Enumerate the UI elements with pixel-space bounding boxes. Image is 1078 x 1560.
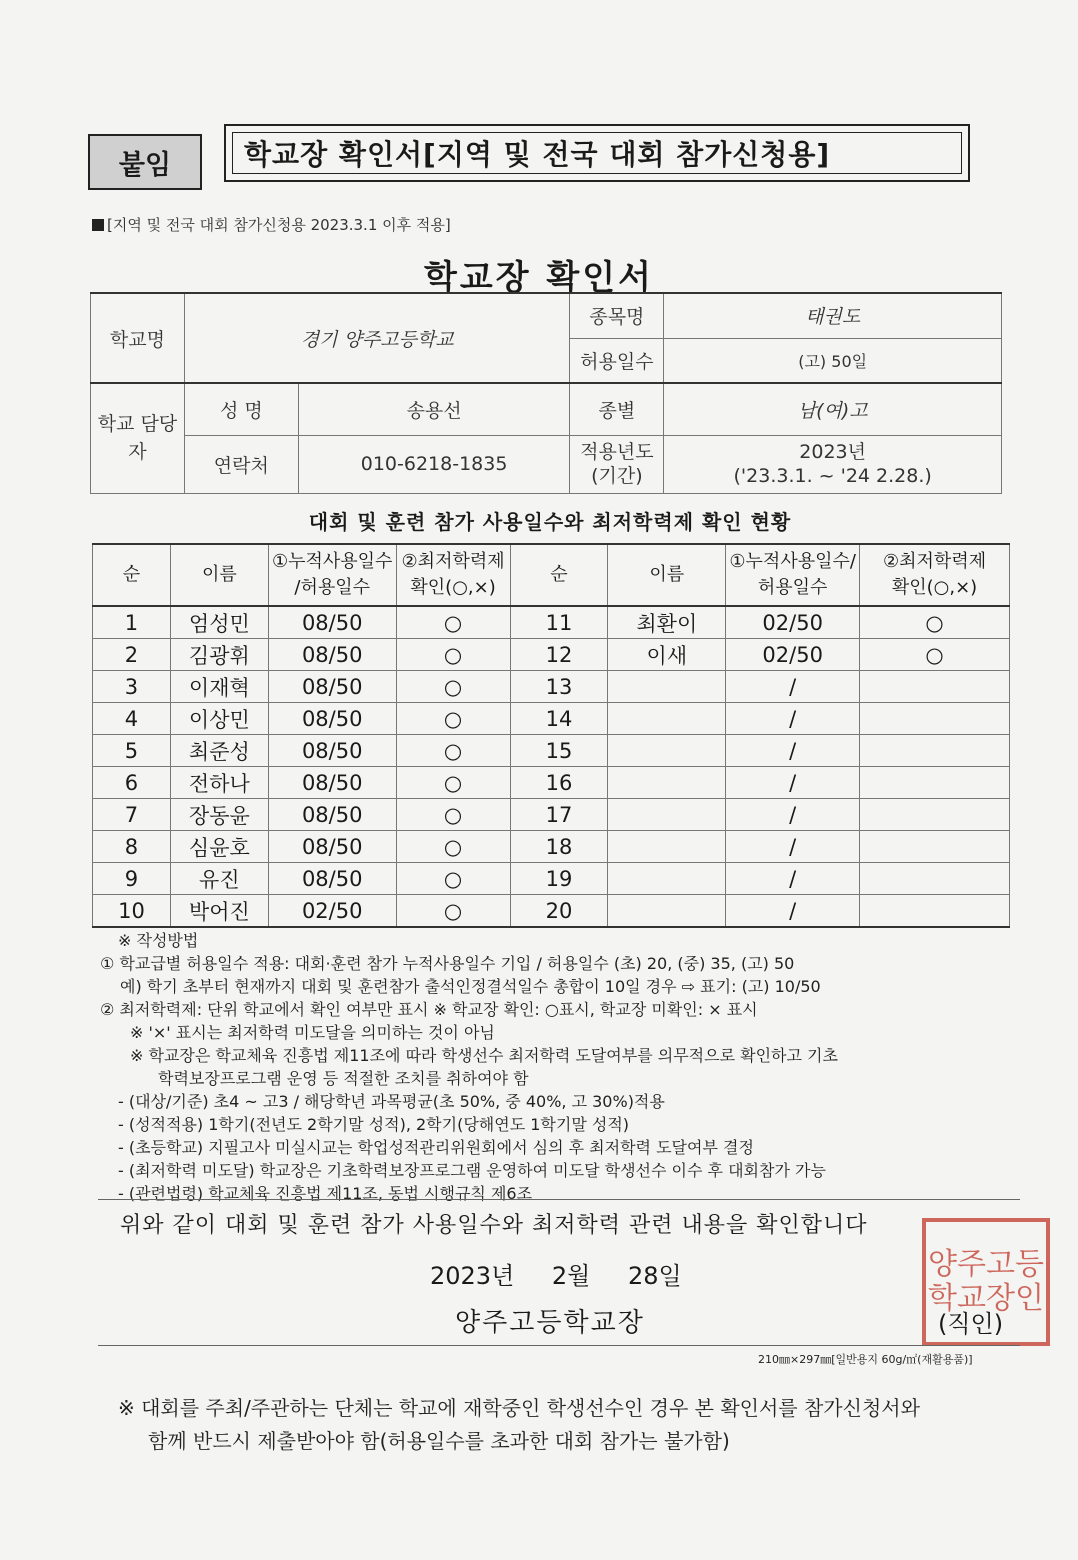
- header-days-right: [726, 544, 860, 606]
- row-name: 전하나: [170, 767, 268, 799]
- row-days: 08/50: [268, 639, 396, 671]
- row-days: /: [726, 671, 860, 703]
- row-check: ○: [396, 799, 510, 831]
- table-row: [93, 639, 1010, 671]
- note-line: ※ '×' 표시는 최저학력 미도달을 의미하는 것이 아님: [130, 1023, 495, 1042]
- row-days: 02/50: [726, 639, 860, 671]
- row-check: ○: [396, 863, 510, 895]
- note-line: - (초등학교) 지필고사 미실시교는 학업성적관리위원회에서 심의 후 최저학력 도달여부 결정: [118, 1138, 754, 1157]
- row-name: [608, 735, 726, 767]
- table-row: [93, 895, 1010, 928]
- header-check-left-line1: ②최저학력제: [401, 551, 505, 572]
- row-name: 이재혁: [170, 671, 268, 703]
- header-no-right: 순: [510, 544, 608, 606]
- row-name: 엄성민: [170, 606, 268, 639]
- row-name: 김광휘: [170, 639, 268, 671]
- period-range-value: ('23.3.1. ~ '24 2.28.): [733, 465, 932, 487]
- row-no: 18: [510, 831, 608, 863]
- document-title: 학교장 확인서: [424, 258, 654, 298]
- period-label: [570, 435, 664, 493]
- table-row: [93, 831, 1010, 863]
- school-name-label: 학교명: [91, 293, 185, 383]
- official-seal-stamp: 양주고등학교장인: [922, 1218, 1050, 1346]
- square-bullet-icon: [92, 219, 104, 231]
- sport-label: 종목명: [570, 293, 664, 338]
- header-days-left: [268, 544, 396, 606]
- row-name: [608, 703, 726, 735]
- header-check-left: [396, 544, 510, 606]
- form-header-title: 학교장 확인서[지역 및 전국 대회 참가신청용]: [224, 124, 970, 182]
- header-days-right-line1: ①누적사용일수/: [729, 551, 856, 572]
- table-row: [93, 735, 1010, 767]
- contact-label: 연락처: [184, 435, 298, 493]
- divider: [98, 1199, 1020, 1200]
- row-no: 6: [93, 767, 171, 799]
- row-days: /: [726, 703, 860, 735]
- note-line: ① 학교급별 허용일수 적용: 대회·훈련 참가 누적사용일수 기입 / 허용일수 (초) 20, (중) 35, (고) 50: [100, 954, 795, 973]
- row-no: 7: [93, 799, 171, 831]
- header-check-left-line2: 확인(○,×): [410, 577, 496, 598]
- row-days: /: [726, 767, 860, 799]
- row-no: 14: [510, 703, 608, 735]
- header-check-right-line2: 확인(○,×): [891, 577, 978, 598]
- row-check: ○: [396, 606, 510, 639]
- confirmation-statement: 위와 같이 대회 및 훈련 참가 사용일수와 최저학력 관련 내용을 확인합니다: [120, 1213, 868, 1238]
- row-check: ○: [396, 895, 510, 928]
- contact-value: 010-6218-1835: [298, 435, 570, 493]
- gender-label: 종별: [570, 383, 664, 435]
- school-name-value: 경기 양주고등학교: [184, 293, 570, 383]
- note-line: ② 최저학력제: 단위 학교에서 확인 여부만 표시 ※ 학교장 확인: ○표시, 학교장 미확인: × 표시: [100, 1000, 758, 1019]
- row-no: 9: [93, 863, 171, 895]
- header-days-left-line2: /허용일수: [294, 577, 371, 598]
- row-no: 17: [510, 799, 608, 831]
- note-line: - (성적적용) 1학기(전년도 2학기말 성적), 2학기(당해연도 1학기말 성적): [118, 1115, 630, 1134]
- row-no: 16: [510, 767, 608, 799]
- row-name: [608, 767, 726, 799]
- note-line: - (최저학력 미도달) 학교장은 기초학력보장프로그램 운영하여 미도달 학생선수 이수 후 대회참가 가능: [118, 1161, 826, 1180]
- row-name: [608, 895, 726, 928]
- principal-title: 양주고등학교장: [455, 1308, 645, 1338]
- note-line: - (관련법령) 학교체육 진흥법 제11조, 동법 시행규칙 제6조: [118, 1184, 533, 1203]
- note-line: 학력보장프로그램 운영 등 적절한 조치를 취하여야 함: [158, 1069, 529, 1088]
- footer-note: [118, 1392, 920, 1458]
- row-check: ○: [396, 671, 510, 703]
- row-days: /: [726, 735, 860, 767]
- name-label: 성 명: [184, 383, 298, 435]
- attachment-label: 붙임: [88, 134, 202, 190]
- row-name: 장동윤: [170, 799, 268, 831]
- header-days-left-line1: ①누적사용일수: [271, 551, 393, 572]
- row-days: 08/50: [268, 703, 396, 735]
- row-no: 19: [510, 863, 608, 895]
- note-line: ※ 작성방법: [118, 931, 199, 950]
- note-line: - (대상/기준) 초4 ~ 고3 / 해당학년 과목평균(초 50%, 중 40%, 고 30%)적용: [118, 1092, 665, 1111]
- row-no: 15: [510, 735, 608, 767]
- row-no: 4: [93, 703, 171, 735]
- row-days: 08/50: [268, 863, 396, 895]
- row-no: 3: [93, 671, 171, 703]
- header-days-right-line2: 허용일수: [757, 577, 828, 598]
- row-name: [608, 671, 726, 703]
- header-check-right-line1: ②최저학력제: [883, 551, 987, 572]
- row-no: 13: [510, 671, 608, 703]
- row-days: 08/50: [268, 831, 396, 863]
- table-row: [93, 671, 1010, 703]
- table-row: [93, 606, 1010, 639]
- row-check: ○: [860, 606, 1010, 639]
- period-value: [664, 435, 1002, 493]
- row-no: 5: [93, 735, 171, 767]
- allowed-days-value: (고) 50일: [664, 338, 1002, 383]
- row-check: [860, 703, 1010, 735]
- row-days: 02/50: [726, 606, 860, 639]
- row-check: ○: [396, 639, 510, 671]
- note-line: 예) 학기 초부터 현재까지 대회 및 훈련참가 출석인정결석일수 총합이 10일 경우 ⇨ 표기: (고) 10/50: [120, 977, 821, 996]
- paper-spec: 210㎜×297㎜[일반용지 60g/㎡(재활용품)]: [758, 1353, 973, 1366]
- table-row: [93, 799, 1010, 831]
- row-days: 08/50: [268, 671, 396, 703]
- instructions: [100, 929, 1030, 1205]
- row-no: 8: [93, 831, 171, 863]
- row-name: 박어진: [170, 895, 268, 928]
- table-row: [93, 863, 1010, 895]
- row-name: 이새: [608, 639, 726, 671]
- applicability-note: [92, 214, 451, 235]
- row-check: ○: [396, 767, 510, 799]
- row-days: 08/50: [268, 606, 396, 639]
- note-line: ※ 학교장은 학교체육 진흥법 제11조에 따라 학생선수 최저학력 도달여부를 의무적으로 확인하고 기초: [130, 1046, 838, 1065]
- row-check: [860, 895, 1010, 928]
- row-check: ○: [860, 639, 1010, 671]
- row-name: 최환이: [608, 606, 726, 639]
- row-no: 2: [93, 639, 171, 671]
- period-label-line1: 적용년도: [580, 441, 654, 463]
- row-check: [860, 831, 1010, 863]
- row-name: 이상민: [170, 703, 268, 735]
- row-check: [860, 767, 1010, 799]
- table-row: [93, 767, 1010, 799]
- row-days: 08/50: [268, 767, 396, 799]
- row-name: [608, 799, 726, 831]
- divider: [98, 1345, 1020, 1346]
- signing-date: 2023년 2월 28일: [430, 1262, 682, 1290]
- header-name-right: 이름: [608, 544, 726, 606]
- table-row: [93, 703, 1010, 735]
- row-check: [860, 671, 1010, 703]
- gender-value: 남(여)고: [664, 383, 1002, 435]
- info-table: [90, 292, 1002, 494]
- row-days: 08/50: [268, 799, 396, 831]
- row-days: /: [726, 831, 860, 863]
- manager-name-value: 송용선: [298, 383, 570, 435]
- manager-label: 학교 담당자: [91, 383, 185, 493]
- period-label-line2: (기간): [591, 465, 643, 487]
- row-name: 심윤호: [170, 831, 268, 863]
- row-check: ○: [396, 735, 510, 767]
- row-check: [860, 799, 1010, 831]
- footer-line: ※ 대회를 주최/주관하는 단체는 학교에 재학중인 학생선수인 경우 본 확인서를 참가신청서와: [118, 1396, 920, 1420]
- status-section-title: 대회 및 훈련 참가 사용일수와 최저학력제 확인 현황: [308, 510, 792, 534]
- applicability-note-text: [지역 및 전국 대회 참가신청용 2023.3.1 이후 적용]: [107, 216, 451, 234]
- footer-line: 함께 반드시 제출받아야 함(허용일수를 초과한 대회 참가는 불가함): [148, 1429, 730, 1453]
- row-check: [860, 735, 1010, 767]
- row-no: 20: [510, 895, 608, 928]
- row-check: ○: [396, 831, 510, 863]
- year-value: 2023년: [799, 441, 867, 463]
- row-name: [608, 863, 726, 895]
- row-name: [608, 831, 726, 863]
- header-check-right: [860, 544, 1010, 606]
- row-days: /: [726, 895, 860, 928]
- seal-label: (직인): [938, 1310, 1004, 1338]
- allowed-days-label: 허용일수: [570, 338, 664, 383]
- row-check: [860, 863, 1010, 895]
- row-check: ○: [396, 703, 510, 735]
- row-name: 유진: [170, 863, 268, 895]
- row-no: 11: [510, 606, 608, 639]
- header-name-left: 이름: [170, 544, 268, 606]
- roster-table: [92, 543, 1010, 928]
- row-days: /: [726, 863, 860, 895]
- row-no: 1: [93, 606, 171, 639]
- row-days: 08/50: [268, 735, 396, 767]
- row-days: /: [726, 799, 860, 831]
- row-name: 최준성: [170, 735, 268, 767]
- sport-value: 태권도: [664, 293, 1002, 338]
- row-no: 12: [510, 639, 608, 671]
- row-days: 02/50: [268, 895, 396, 928]
- row-no: 10: [93, 895, 171, 928]
- header-no-left: 순: [93, 544, 171, 606]
